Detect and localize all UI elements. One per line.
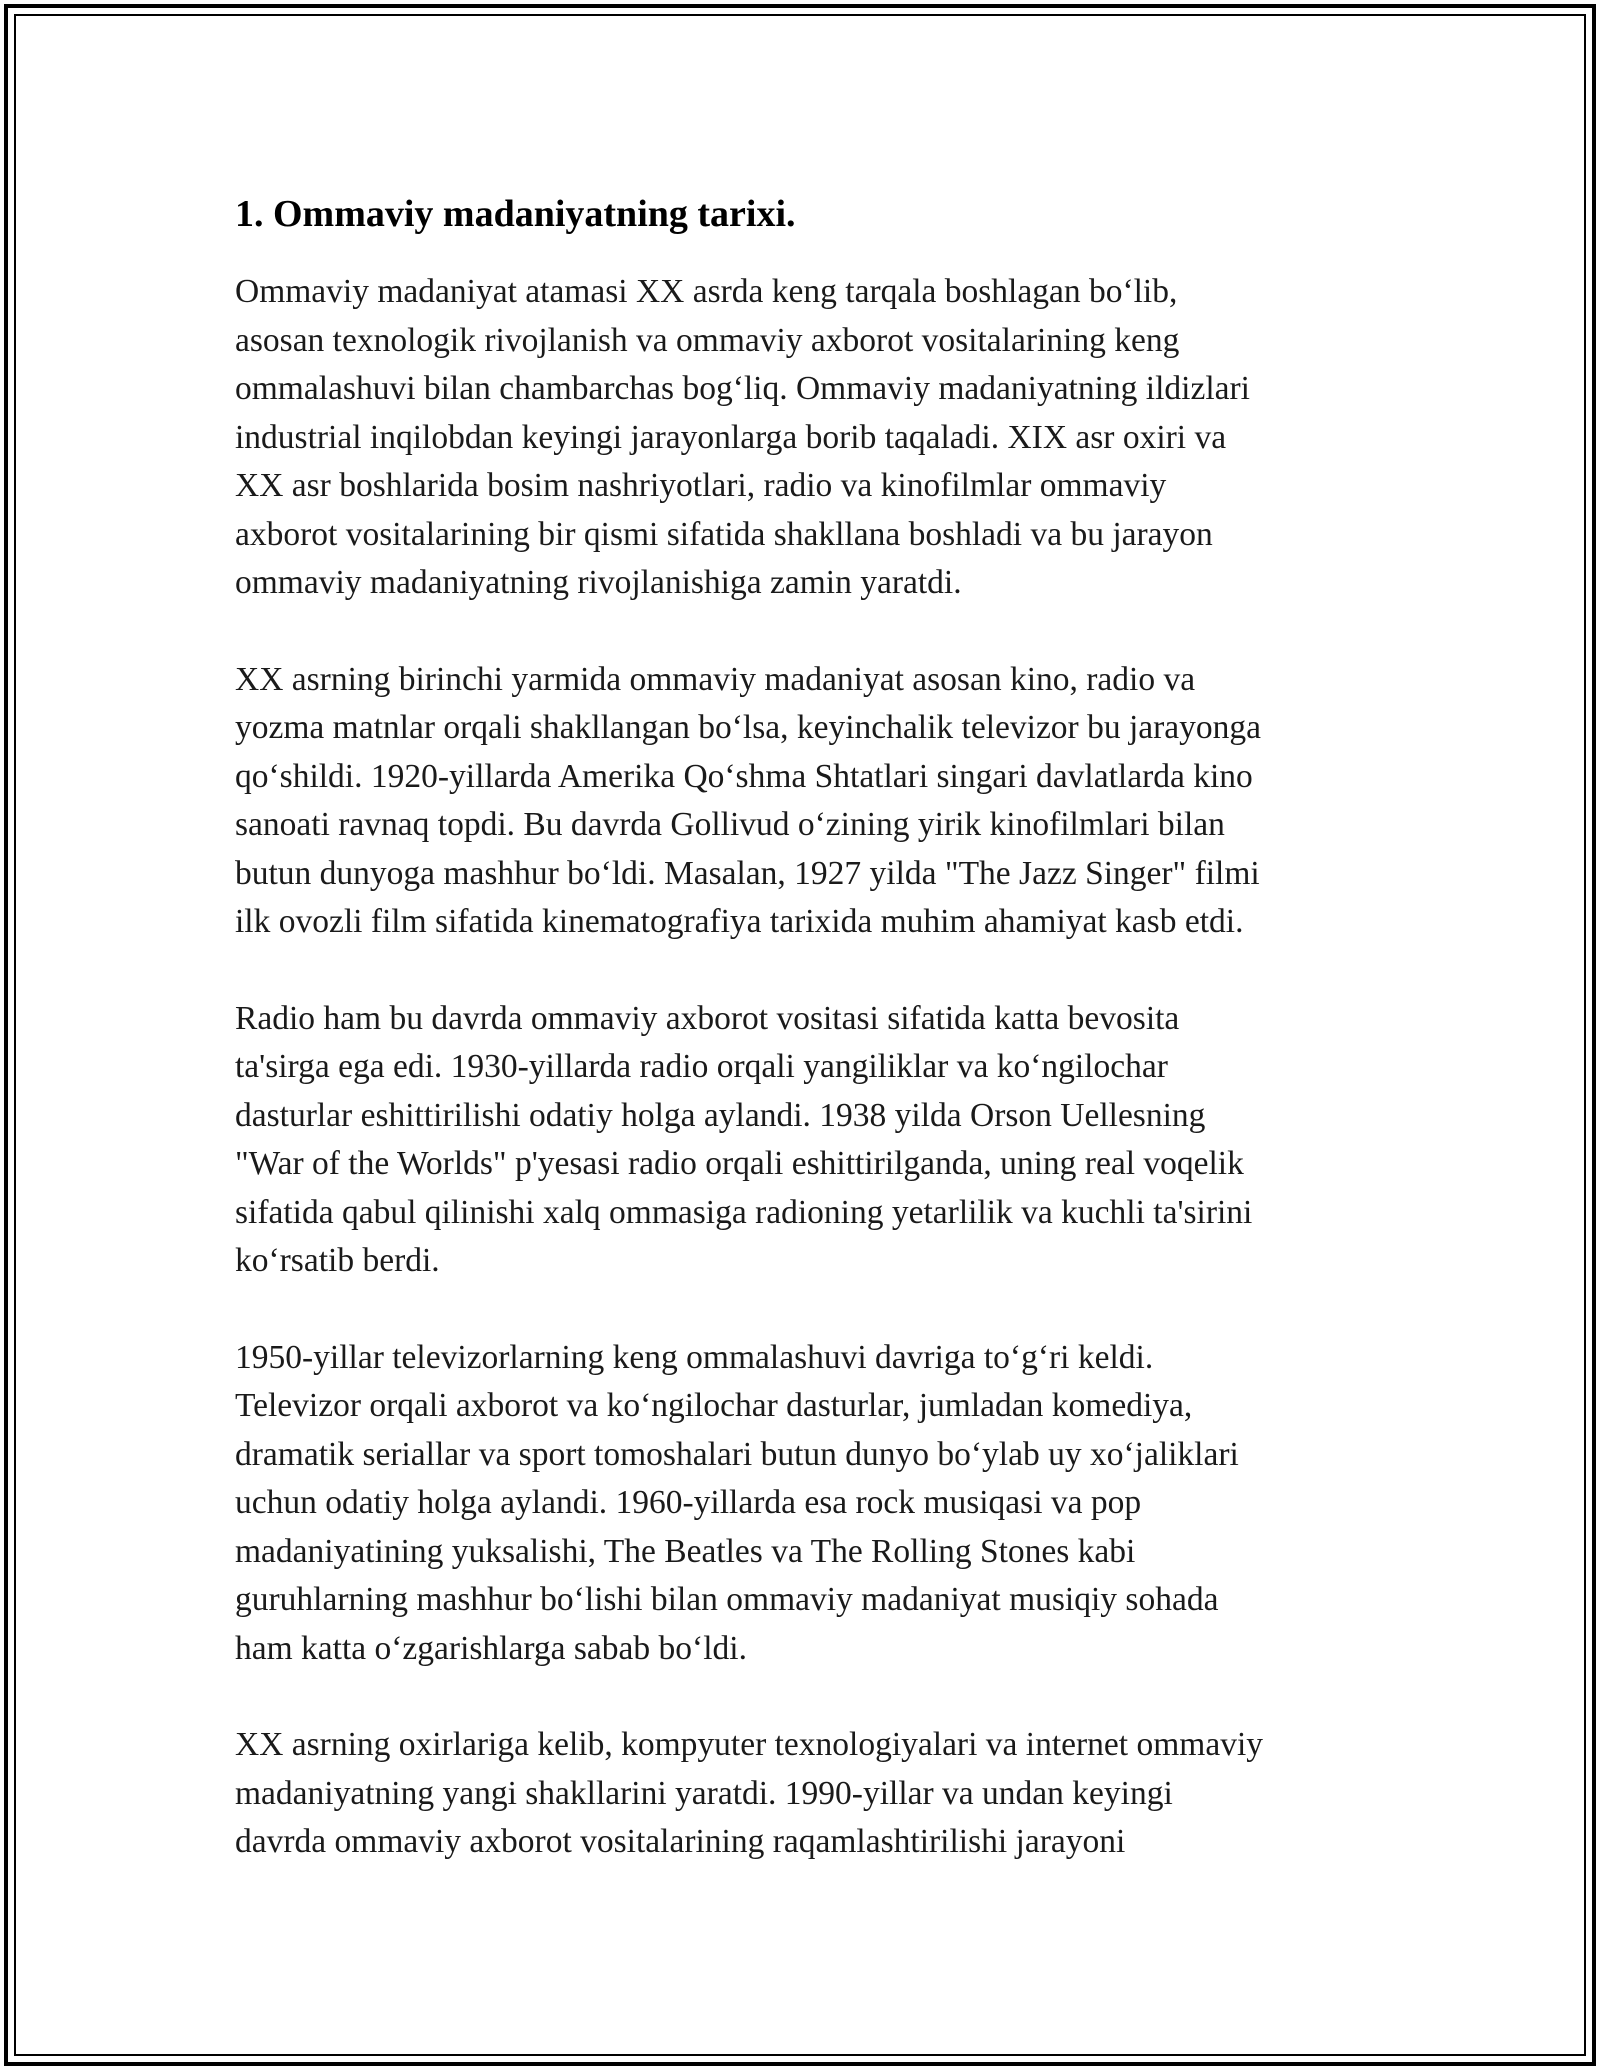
text-line: asosan texnologik rivojlanish va ommaviy axborot vositalarining keng — [235, 321, 1180, 359]
text-line: 1950-yillar televizorlarning keng ommalashuvi davriga to‘g‘ri keldi. — [235, 1338, 1154, 1376]
text-line: "War of the Worlds" p'yesasi radio orqali eshittirilganda, uning real voqelik — [235, 1145, 1244, 1182]
document-body — [235, 188, 1385, 1915]
text-line: ilk ovozli film sifatida kinematografiya tarixida muhim ahamiyat kasb etdi. — [235, 903, 1244, 940]
text-line: industrial inqilobdan keyingi jarayonlarga borib taqaladi. XIX asr oxiri va — [235, 418, 1227, 456]
text-line: sanoati ravnaq topdi. Bu davrda Gollivud o‘zining yirik kinofilmlari bilan — [235, 806, 1225, 843]
text-line: ham katta o‘zgarishlarga sabab bo‘ldi. — [235, 1629, 747, 1667]
text-line: ta'sirga ega edi. 1930-yillarda radio orqali yangiliklar va ko‘ngilochar — [235, 1048, 1168, 1085]
text-line: ommaviy madaniyatning rivojlanishiga zamin yaratdi. — [235, 564, 962, 601]
text-line: Radio ham bu davrda ommaviy axborot vositasi sifatida katta bevosita — [235, 999, 1180, 1037]
paragraph-5 — [235, 1721, 1385, 1867]
text-line: madaniyatining yuksalishi, The Beatles va The Rolling Stones kabi — [235, 1532, 1136, 1570]
text-line: ommalashuvi bilan chambarchas bog‘liq. Ommaviy madaniyatning ildizlari — [235, 370, 1250, 407]
text-line: XX asrning oxirlariga kelib, kompyuter texnologiyalari va internet ommaviy — [235, 1726, 1263, 1763]
paragraph-3 — [235, 995, 1385, 1286]
paragraph-list — [235, 268, 1385, 1867]
text-line: madaniyatning yangi shakllarini yaratdi. 1990-yillar va undan keyingi — [235, 1774, 1173, 1812]
text-line: axborot vositalarining bir qismi sifatida shakllana boshladi va bu jarayon — [235, 515, 1213, 553]
section-heading: 1. Ommaviy madaniyatning tarixi. — [235, 193, 796, 235]
text-line: davrda ommaviy axborot vositalarining raqamlashtirilishi jarayoni — [235, 1823, 1126, 1860]
text-line: uchun odatiy holga aylandi. 1960-yillarda esa rock musiqasi va pop — [235, 1484, 1142, 1521]
text-line: guruhlarning mashhur bo‘lishi bilan ommaviy madaniyat musiqiy sohada — [235, 1581, 1219, 1618]
text-line: dramatik seriallar va sport tomoshalari butun dunyo bo‘ylab uy xo‘jaliklari — [235, 1435, 1239, 1473]
text-line: butun dunyoga mashhur bo‘ldi. Masalan, 1927 yilda "The Jazz Singer" filmi — [235, 854, 1260, 892]
paragraph-4 — [235, 1334, 1385, 1674]
text-line: sifatida qabul qilinishi xalq ommasiga radioning yetarlilik va kuchli ta'sirini — [235, 1193, 1253, 1231]
text-line: yozma matnlar orqali shakllangan bo‘lsa, keyinchalik televizor bu jarayonga — [235, 709, 1262, 746]
text-line: dasturlar eshittirilishi odatiy holga aylandi. 1938 yilda Orson Uellesning — [235, 1096, 1206, 1134]
text-line: XX asrning birinchi yarmida ommaviy madaniyat asosan kino, radio va — [235, 660, 1196, 698]
paragraph-1 — [235, 268, 1385, 608]
text-line: XX asr boshlarida bosim nashriyotlari, radio va kinofilmlar ommaviy — [235, 467, 1167, 504]
text-line: qo‘shildi. 1920-yillarda Amerika Qo‘shma Shtatlari singari davlatlarda kino — [235, 757, 1253, 795]
text-line: Televizor orqali axborot va ko‘ngilochar dasturlar, jumladan komediya, — [235, 1387, 1193, 1424]
paragraph-2 — [235, 656, 1385, 947]
text-line: Ommaviy madaniyat atamasi XX asrda keng tarqala boshlagan bo‘lib, — [235, 273, 1178, 310]
text-line: ko‘rsatib berdi. — [235, 1242, 440, 1279]
